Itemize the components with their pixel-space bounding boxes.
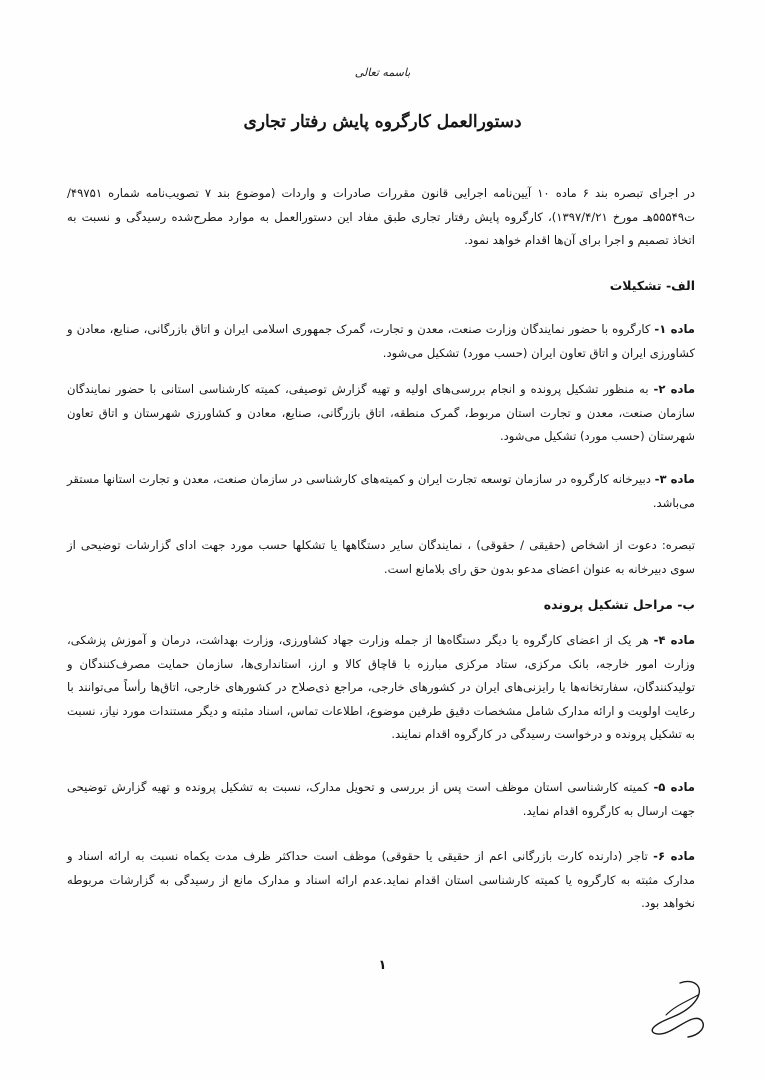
section-a-heading: الف- تشکیلات [609,278,695,293]
article-5 [67,776,695,823]
article-5-text: کمیته کارشناسی استان موظف است پس از بررسی و تحویل مدارک، نسبت به تشکیل پرونده و تهیه گزارش توضیحی جهت ارسال به کارگروه اقدام نماید. [67,780,695,818]
article-1-text: کارگروه با حضور نمایندگان وزارت صنعت، معدن و تجارت، گمرک جمهوری اسلامی ایران و اتاق بازرگانی، صنایع، معادن و کشاورزی ایران و اتاق تعاون ایران (حسب مورد) تشکیل می‌شود. [67,322,695,360]
intro-paragraph: در اجرای تبصره بند ۶ ماده ۱۰ آیین‌نامه اجرایی قانون مقررات صادرات و واردات (موضوع بند ۷ تصویب‌نامه شماره ۴۹۷۵۱/ت۵۵۵۴۹هـ مورخ ۱۳۹۷/۴/۲۱)، کارگروه پایش رفتار تجاری طبق مفاد این دستورالعمل به موارد مطرح‌شده رسیدگی و نسبت به اتخاذ تصمیم و اجرا برای آن‌ها اقدام خواهد نمود. [67,186,695,247]
invocation-heading: باسمه تعالی [354,66,411,79]
article-6 [67,845,695,916]
signature-scribble [640,975,720,1045]
article-1 [67,318,695,365]
article-4-text: هر یک از اعضای کارگروه یا دیگر دستگاه‌ها از جمله وزارت جهاد کشاورزی، وزارت بهداشت، درمان و آموزش پزشکی، وزارت امور خارجه، بانک مرکزی، ستاد مرکزی مبارزه با قاچاق کالا و ارز، استانداری‌ها، سازمان حمایت مصرف‌کنندگان و تولیدکنندگان، سفارتخانه‌ها یا رایزنی‌های ایران در کشورهای خارجی، مراجع ذی‌صلاح در کشورهای خارجی، اتاق‌ها رأساً می‌توانند با رعایت اولویت و ارائه مدارک شامل مشخصات دقیق طرفین موضوع، اطلاعات تماس، اسناد مثبته و دیگر مستندات مورد نیاز، نسبت به تشکیل پرونده و درخواست رسیدگی در کارگروه اقدام نمایند. [67,633,695,741]
article-1-label: ماده ۱- [654,322,695,336]
article-4-label: ماده ۴- [653,633,695,647]
article-2-text: به منظور تشکیل پرونده و انجام بررسی‌های اولیه و تهیه گزارش توصیفی، کمیته کارشناسی استانی با حضور نمایندگان سازمان صنعت، معدن و تجارت استان مربوط، گمرک منطقه، اتاق بازرگانی، صنایع، معادن و کشاورزی شهرستان و اتاق تعاون شهرستان (حسب مورد) تشکیل می‌شود. [67,382,695,443]
article-3 [67,468,695,515]
page-number: ۱ [378,958,387,973]
article-3-text: دبیرخانه کارگروه در سازمان توسعه تجارت ایران و کمیته‌های کارشناسی در سازمان صنعت، معدن و تجارت استانها مستقر می‌باشد. [67,472,695,510]
article-2 [67,378,695,449]
article-5-label: ماده ۵- [653,780,695,794]
document-title: دستورالعمل کارگروه پایش رفتار تجاری [243,112,522,132]
article-2-label: ماده ۲- [653,382,695,396]
article-4 [67,629,695,747]
article-3-label: ماده ۳- [654,472,695,486]
section-b-heading: ب- مراحل تشکیل پرونده [543,597,695,612]
article-6-text: تاجر (دارنده کارت بازرگانی اعم از حقیقی یا حقوقی) موظف است حداکثر ظرف مدت یکماه نسبت به ارائه اسناد و مدارک مثبته به کارگروه یا کمیته کارشناسی استان اقدام نماید.عدم ارائه اسناد و مدارک مانع از رسیدگی به گزارشات مربوطه نخواهد بود. [67,849,695,910]
article-6-label: ماده ۶- [653,849,695,863]
note-paragraph: تبصره: دعوت از اشخاص (حقیقی / حقوقی) ، نمایندگان سایر دستگاهها یا تشکلها حسب مورد جهت ادای گزارشات توضیحی از سوی دبیرخانه به عنوان اعضای مدعو بدون حق رای بلامانع است. [67,538,695,576]
